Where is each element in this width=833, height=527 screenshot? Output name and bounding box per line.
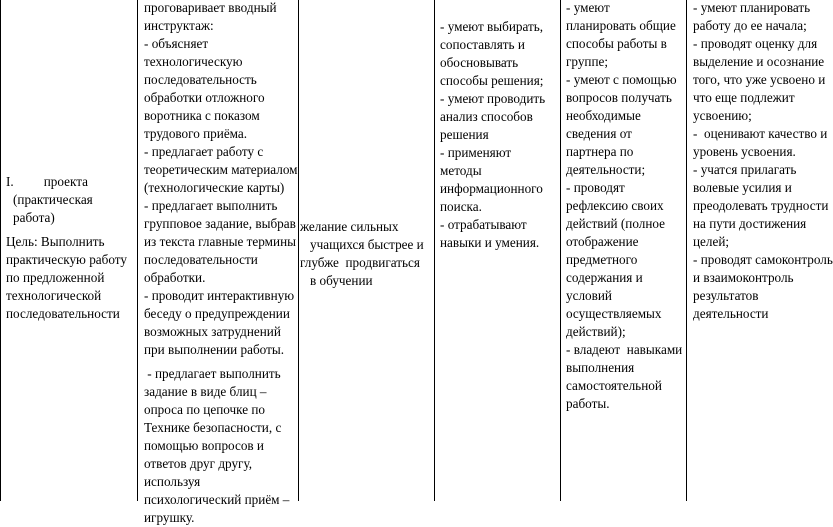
teacher-activity-line: обработки. — [144, 270, 206, 285]
teacher-activity-line: проговаривает вводный — [144, 0, 277, 15]
regulatory-skill-line: - умеют планировать — [693, 0, 811, 15]
cognitive-skill-line: поиска. — [440, 199, 482, 214]
teacher-activity-line: из текста главные термины — [144, 234, 296, 249]
teacher-activity-line: - предлагает работу с — [144, 144, 264, 159]
teacher-activity-line: технологическую — [144, 54, 243, 69]
communicative-skill-line: отображение — [566, 234, 639, 249]
communicative-skill-line: - умеют — [566, 0, 610, 15]
communicative-skill-line: вопросов получать — [566, 90, 672, 105]
regulatory-skill-line: - проводят оценку для — [693, 36, 818, 51]
communicative-skill-line: действий (полное — [566, 216, 665, 231]
teacher-activity-line: последовательность — [144, 72, 257, 87]
cognitive-skill-line: навыки и умения. — [440, 235, 540, 250]
regulatory-skill-line: уровень усвоения. — [693, 144, 796, 159]
communicative-skill-line: - владеют навыками — [566, 342, 683, 357]
teacher-activity-line: при выполнении работы. — [144, 342, 285, 357]
teacher-activity-cell — [144, 0, 298, 527]
teacher-activity-line: инструктаж: — [144, 18, 214, 33]
cognitive-skill-line: сопоставлять и — [440, 37, 525, 52]
regulatory-skill-line: целей; — [693, 234, 730, 249]
goal-line: последовательности — [6, 306, 120, 321]
teacher-activity-line: последовательности — [144, 252, 258, 267]
column-divider-2 — [298, 0, 299, 501]
teacher-activity-line: воротника с показом — [144, 108, 260, 123]
communicative-skill-line: способы работы в — [566, 36, 667, 51]
motivation-line: в обучении — [310, 273, 373, 288]
regulatory-skill-line: усвоению; — [693, 108, 752, 123]
teacher-activity-line: используя — [144, 474, 201, 489]
communicative-skill-line: действий); — [566, 324, 626, 339]
cognitive-skill-line: обосновывать — [440, 55, 519, 70]
teacher-activity-line: трудового приёма. — [144, 126, 248, 141]
communicative-skill-line: выполнения — [566, 360, 635, 375]
column-divider-4 — [560, 0, 561, 501]
teacher-activity-line: - проводит интерактивную — [144, 288, 295, 303]
table-border-left — [0, 0, 1, 501]
regulatory-skills-clip — [687, 0, 833, 501]
motivation-cell — [300, 218, 424, 290]
column-divider-3 — [434, 0, 435, 501]
regulatory-skill-line: результатов — [693, 288, 759, 303]
regulatory-skill-line: - учатся прилагать — [693, 162, 797, 177]
teacher-activity-line: - предлагает выполнить — [144, 198, 278, 213]
teacher-activity-line: ответов друг другу, — [144, 456, 253, 471]
stage-heading — [6, 173, 127, 191]
column-divider-1 — [137, 0, 138, 501]
communicative-skill-line: условий — [566, 288, 612, 303]
teacher-activity-line: - объясняет — [144, 36, 209, 51]
cognitive-skill-line: способы решения; — [440, 73, 544, 88]
regulatory-skill-line: и взаимоконтроль — [693, 270, 794, 285]
cognitive-skill-line: информационного — [440, 181, 543, 196]
cognitive-skill-line: методы — [440, 163, 482, 178]
cognitive-skill-line: - применяют — [440, 145, 512, 160]
teacher-activity-line: возможных затруднений — [144, 324, 281, 339]
stage-line: (практическая — [13, 192, 93, 207]
communicative-skill-line: предметного — [566, 252, 638, 267]
stage-line: работа) — [13, 210, 55, 225]
regulatory-skill-line: деятельности — [693, 306, 769, 321]
goal-line: по предложенной — [6, 270, 105, 285]
teacher-activity-line: опроса по цепочке по — [144, 402, 266, 417]
communicative-skill-line: рефлексию своих — [566, 198, 664, 213]
stage-cell — [6, 173, 127, 323]
communicative-skill-line: содержания и — [566, 270, 643, 285]
communicative-skill-line: планировать общие — [566, 18, 676, 33]
goal-line: технологической — [6, 288, 102, 303]
stage-number: I. — [6, 174, 14, 189]
regulatory-skills-cell — [693, 0, 833, 323]
goal-line: Цель: Выполнить — [6, 234, 105, 249]
teacher-activity-line: - предлагает выполнить — [144, 366, 281, 381]
communicative-skill-line: необходимые — [566, 108, 641, 123]
regulatory-skill-line: преодолевать трудности — [693, 198, 829, 213]
cognitive-skill-line: - умеют проводить — [440, 91, 546, 106]
teacher-activity-line: Технике безопасности, с — [144, 420, 282, 435]
communicative-skill-line: сведения от — [566, 126, 632, 141]
regulatory-skill-line: того, что уже усвоено и — [693, 72, 826, 87]
motivation-line: желание сильных — [300, 219, 399, 234]
regulatory-skill-line: работу до ее начала; — [693, 18, 807, 33]
regulatory-skill-line: волевые усилия и — [693, 180, 792, 195]
teacher-activity-line: (технологические карты) — [144, 180, 285, 195]
regulatory-skill-line: - проводят самоконтроль — [693, 252, 833, 267]
communicative-skill-line: - умеют с помощью — [566, 72, 677, 87]
communicative-skill-line: деятельности; — [566, 162, 646, 177]
teacher-activity-line: обработки отложного — [144, 90, 265, 105]
teacher-activity-line: беседу о предупреждении — [144, 306, 290, 321]
cognitive-skill-line: анализ способов — [440, 109, 533, 124]
regulatory-skill-line: на пути достижения — [693, 216, 807, 231]
teacher-activity-line: психологический приём – — [144, 492, 290, 507]
communicative-skills-cell — [566, 0, 682, 413]
teacher-activity-line: теоретическим материалом — [144, 162, 298, 177]
communicative-skill-line: - проводят — [566, 180, 625, 195]
cognitive-skill-line: решения — [440, 127, 489, 142]
teacher-activity-line: игрушку. — [144, 510, 195, 525]
goal-line: практическую работу — [6, 252, 127, 267]
communicative-skill-line: группе; — [566, 54, 609, 69]
cognitive-skill-line: - умеют выбирать, — [440, 19, 544, 34]
communicative-skill-line: партнера по — [566, 144, 634, 159]
regulatory-skill-line: выделение и осознание — [693, 54, 825, 69]
regulatory-skill-line: что еще подлежит — [693, 90, 795, 105]
regulatory-skill-line: - оценивают качество и — [693, 126, 828, 141]
cognitive-skill-line: - отрабатывают — [440, 217, 527, 232]
stage-word: проекта — [43, 174, 88, 189]
communicative-skill-line: осуществляемых — [566, 306, 662, 321]
cognitive-skills-cell — [440, 18, 545, 252]
teacher-activity-line: групповое задание, выбрав — [144, 216, 296, 231]
motivation-line: глубже продвигаться — [300, 255, 420, 270]
teacher-activity-line: задание в виде блиц – — [144, 384, 267, 399]
motivation-line: учащихся быстрее и — [310, 237, 424, 252]
teacher-activity-line: помощью вопросов и — [144, 438, 264, 453]
communicative-skill-line: работы. — [566, 396, 610, 411]
communicative-skill-line: самостоятельной — [566, 378, 662, 393]
